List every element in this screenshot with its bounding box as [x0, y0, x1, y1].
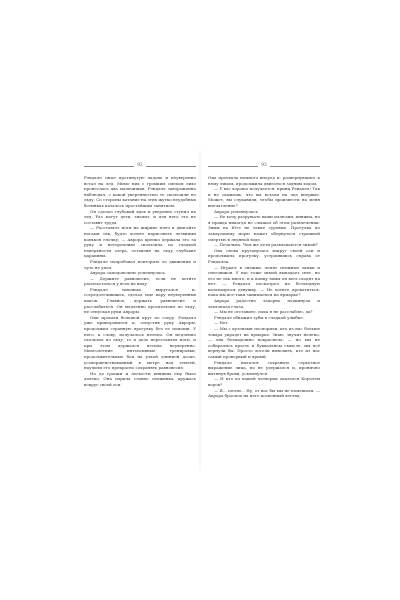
paragraph: — Не хочу разрушать ваши иллюзии, княжна, но я правда никогда не слышал об этом развлечении. Зимы на Юге не такие суровые. Прогулка по замерзшему морю может обернуться страшной смертью в ледяной воде. — [208, 214, 320, 242]
paragraph: — И кто из вашей четверки оказался Королем воров? — [208, 376, 320, 387]
paragraph: — Мы с кузенами поспорили, кто из нас больше товара украдет на ярмарке. Знаю, звучит нелепо, — она безмадежно покраснела, — но мы не собирались красть в буквальном смысле, мы всё вернули бы. Просто хотели выяснить, кто из нас самый проворный и ярный. — [208, 326, 320, 359]
paragraph: Она снова крутанулась вокруг своей оси и продолжила прогулку, устроившись справа от Рэндалла. — [208, 247, 320, 264]
paragraph: Рэндалл сжал протянутую ладонь и неуверенно встал на лед. Мимо них с громким смехом лихо пронеслась два мальчишки. Рэндалл завороженно наблюдал, с какой уверенностью те скользили по льду. Со стороны катание на этих жутко неудобных ботинках казалось простейшим занятием. — [84, 175, 196, 208]
paragraph: — Печально. Чем же дети развлекаются зимой? — [214, 242, 318, 248]
paragraph: Он сделал глубокий вдох и уверенно ступил на лед. Раз могут дети, значит, и для него это не составит труда. — [84, 208, 196, 225]
right-page-text — [208, 175, 320, 399]
paragraph: Но до грации и легкости княжны ему было далеко. Она парила словно снежинка, кружась вокруг своей оси. — [84, 370, 196, 387]
paragraph: Рэндалл попробовал повторить ее движения и чуть не упал. — [84, 258, 196, 270]
right-page-header-ornament — [208, 160, 320, 172]
paragraph: Аврора радостно задорно подкинула и захлопала глаза. — [208, 298, 320, 309]
paragraph: — Мы не отставите, пока я не расслаблю, да? — [214, 309, 313, 315]
header-rule — [270, 166, 320, 167]
left-page-number: 92 — [137, 162, 143, 168]
paragraph: Аврора самодовольно усмехнулась. — [90, 270, 167, 276]
header-rule — [208, 166, 258, 167]
header-rule — [146, 166, 196, 167]
paragraph: — Держите равновесие, если не хотите распластаться у всех на виду. — [84, 275, 196, 287]
paragraph: Рэндалл тихонько выругался и, сосредоточившись, сделал еще пару неуверенных шагов. Главное, держать равновесие и расслабиться. Он медленно проскользил по льду, не отпуская руки Авроры. — [84, 286, 196, 315]
paragraph: Рэндалл пытался сохранить серьезное выражение лица, но не удержался и, иронично вытянув брови, усмехнулся. — [208, 359, 320, 376]
header-rule — [84, 166, 134, 167]
paragraph: Рэндалл обнажил зубы в сладкой улыбке. — [214, 314, 304, 320]
paragraph: — Играют в снежки, лепят снежные замки и снеговиков. У нас тоже зимой выпадает снег, но его не так много, и к концу зимы он весь сходит на нет. — Рэндалл посмотрел на безлюдную катающуюся девушку. — Не хотите прокатиться, пока мы все-таки занимаемся на ярмарке? — [208, 264, 320, 298]
paragraph: — Расставьте ноги на ширине плеч и двигайте ногами так, будто хотите нарисовать лезвиями коньков елочку, — Аврора крепко держала его за руку и неторопливо скользила по гладкой поверхности озера, оставляя на льду глубокие царапины. — [84, 225, 196, 259]
paragraph: — Я... почти... Ну, от вас бы мы не помешали. — Аврора бросила на него косвенный взгляд. — [208, 387, 320, 399]
book-gutter — [198, 150, 202, 470]
paragraph: Она проехала немного вперед и, развернувшись к нему лицом, продолжила двигаться задним ходом. — [208, 175, 320, 186]
paragraph: Аврора усмехнулась. — [214, 208, 259, 214]
left-page-text — [84, 175, 196, 388]
paragraph: — Нет. — [214, 320, 229, 326]
paragraph: — У вас хорошо получается, принц Рэндалл! Так и не скажешь, что вы встали на лед впервые. Может, вы слукавили, чтобы произвести на меня впечатление? — [208, 186, 320, 208]
right-page-number: 93 — [261, 162, 267, 168]
paragraph: Они прошли большой круг по озеру. Рэндалл уже приноровился и, отпустив руку Авроры, продолжил странную прогулку без ее помощи. У него, к слову, получалось нелепо. Он медленно скользил по льду, то и дело переставлял ноги, и при этом держался весьма неуверенно. Многолетние интенсивные тренировки, продолжительные бои на узкой длинной доске, усовершенствованный в метре над землей, научили его прекрасно сохранять равновесие. — [84, 314, 196, 371]
left-page-header-ornament — [84, 160, 196, 172]
